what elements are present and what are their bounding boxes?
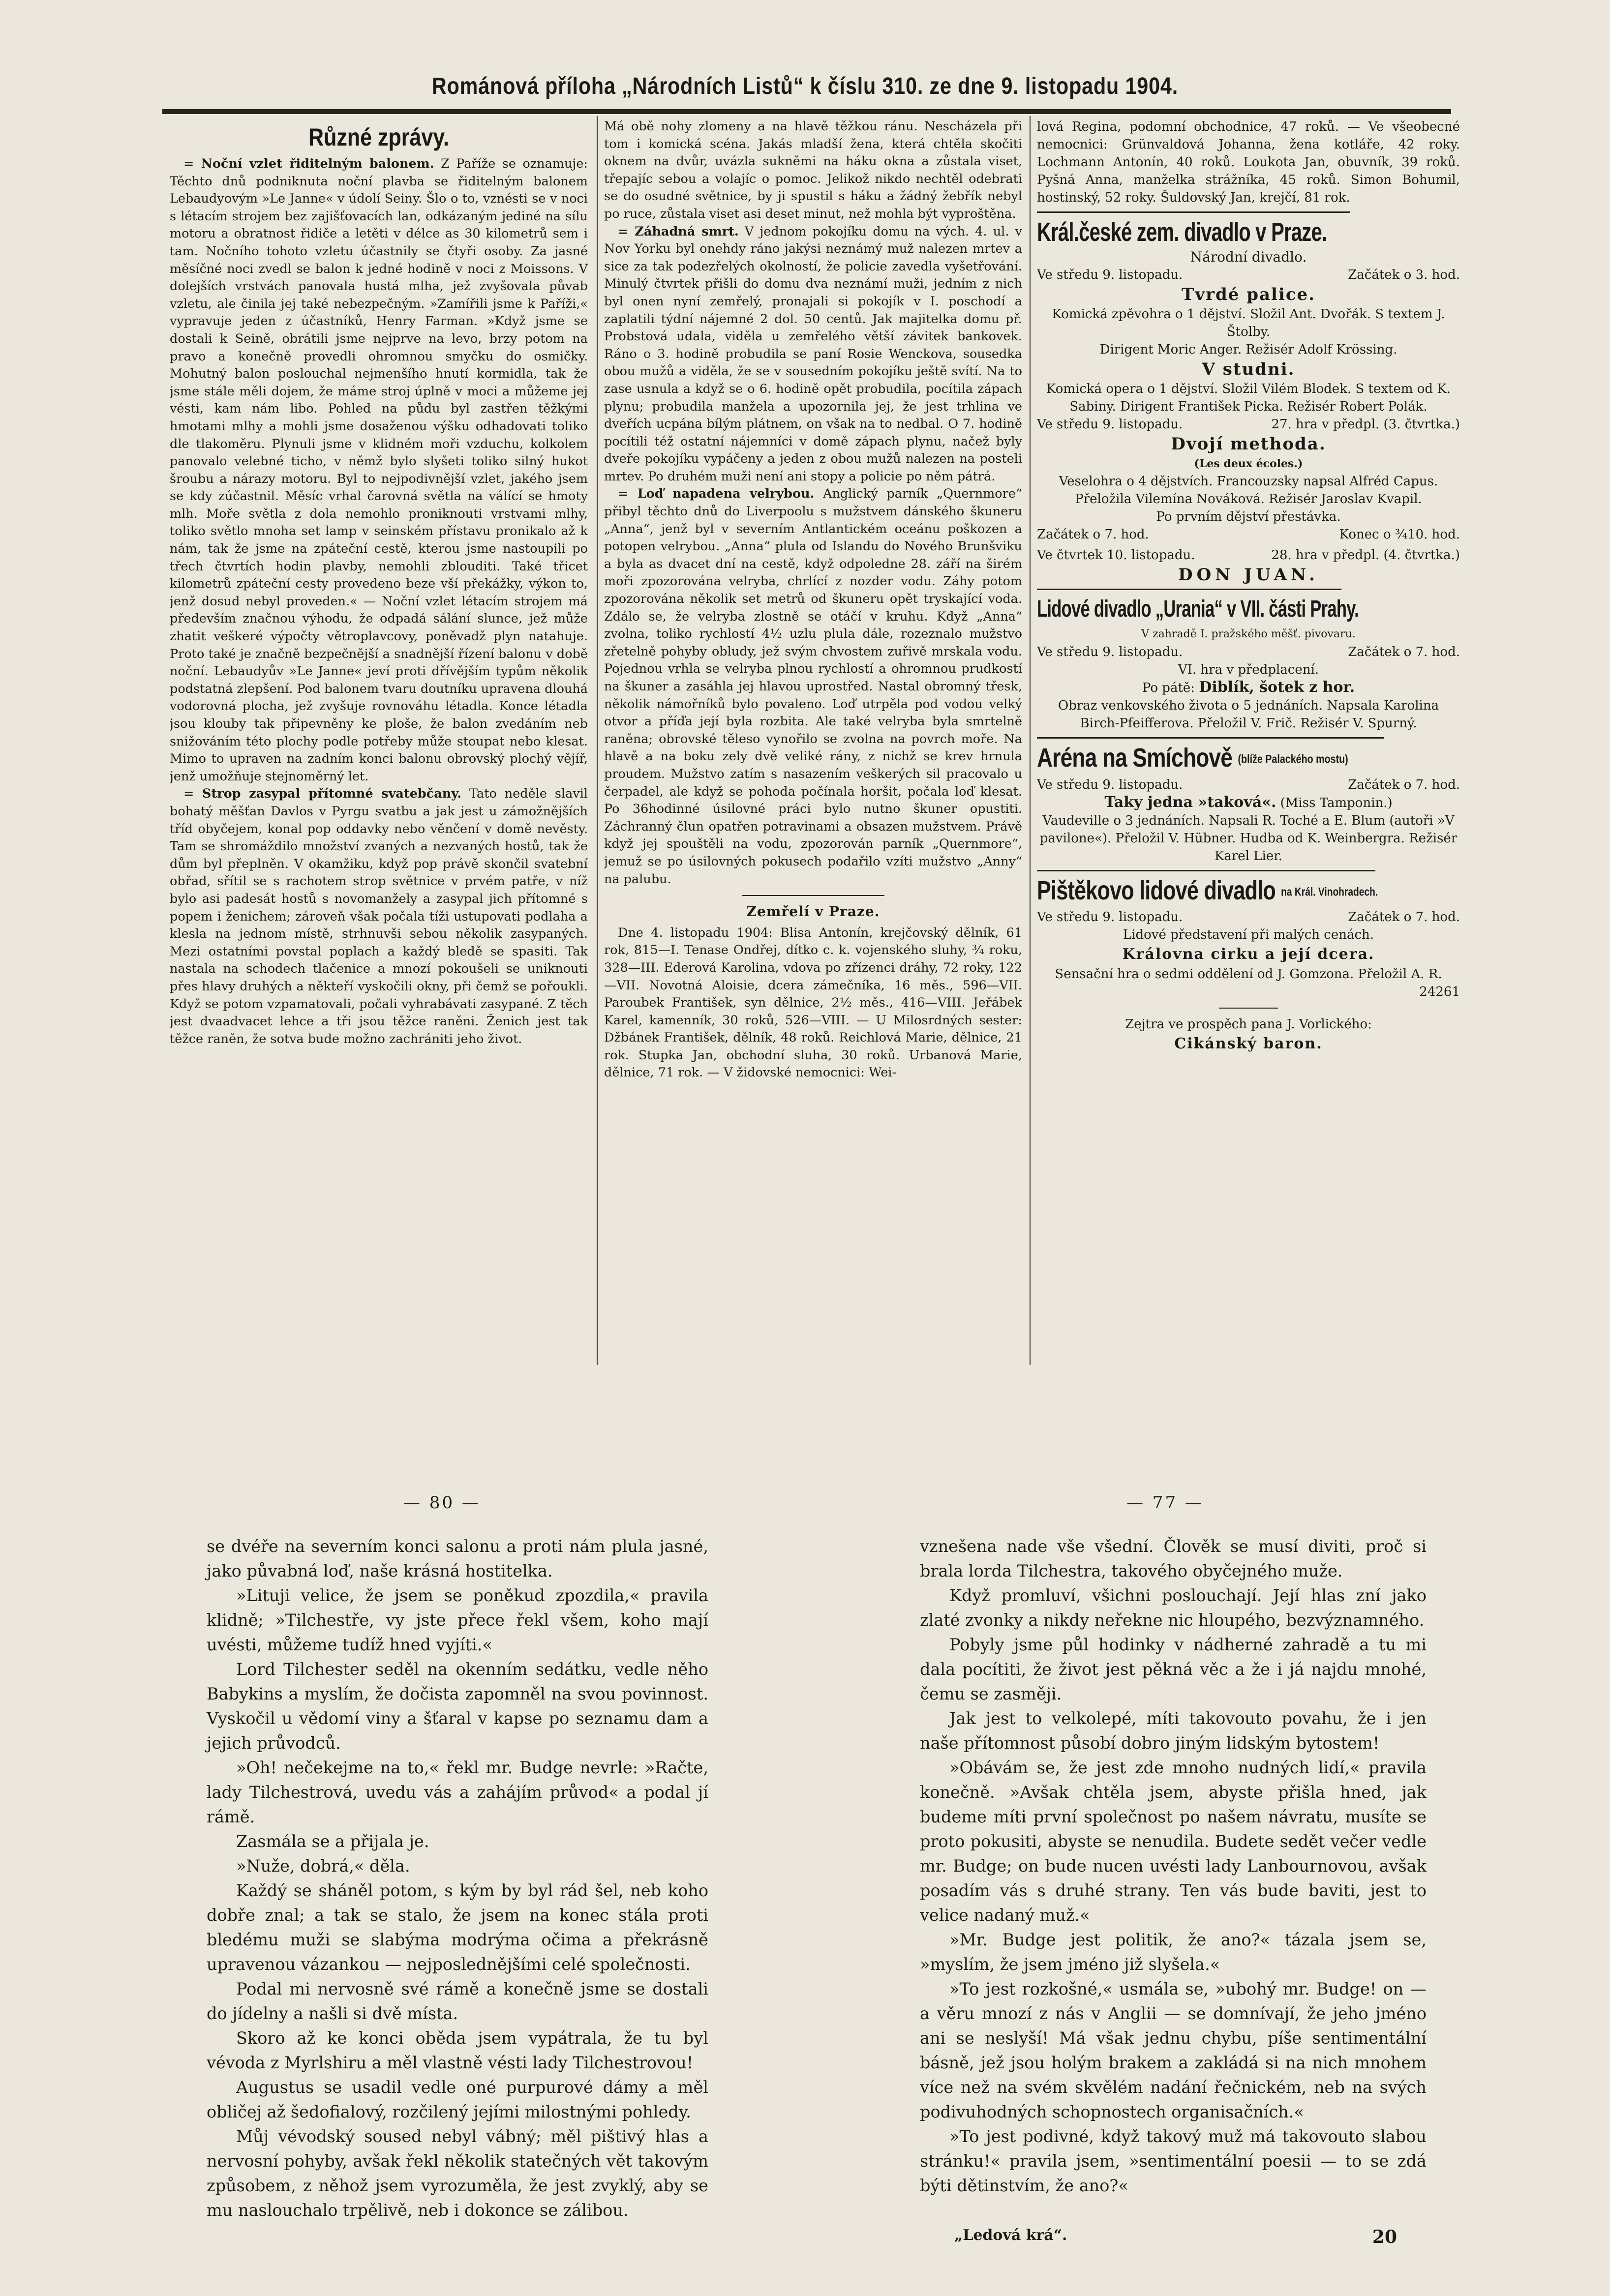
article-text: V jednom pokojíku domu na vých. 4. ul. v Nov Yorku byl onehdy ráno jakýsi neznámý muž nalezen mrtev a sice za tak podezřelých okolností, že policie zavedla vyšetřování. Minulý čtvrtek přišli do domu dva neznámí muži, jedním z nich byl onen nyní zemřelý, pronajali si pokojík v I. poschodí a zaplatili týdní nájemné 2 dol. 50 centů. Jak majitelka domu př. Probstová udala, viděla u zemřelého větší závitek bankovek. Ráno o 3. hodině probudila se paní Rosie Wenckova, sousedka obou mužů a viděla, že se v sousedním pokojíku ještě svítí. Na to zase usnula a když se o 6. hodině opět probudila, pocítila zápach plynu; probudila manžela a upozornila jej, že jest trhlina ve dveřích ucpána bílým plátnem, on však na to nedbal. O 7. hodině pocítili též ostatní nájemníci v domě zápach plynu, načež byly dveře pokojíku vypáčeny a jeden z obou mužů nalezen na posteli mrtev. Po druhém muži není ani stopy a policie po něm pátrá. bbox=[604, 224, 1022, 484]
play-title: Cikánský baron. bbox=[1174, 1035, 1323, 1053]
separator bbox=[742, 895, 884, 896]
schedule-row bbox=[1037, 643, 1460, 661]
novel-paragraph: Podal mi nervosně své rámě a konečně jsme se dostali do jídelny a našli si dvě místa. bbox=[207, 1979, 708, 2023]
date: Ve středu 9. listopadu. bbox=[1037, 910, 1183, 925]
theatre-name: Král.české zem. divadlo v Praze. bbox=[1037, 211, 1350, 248]
tomorrow-note: Zejtra ve prospěch pana J. Vorlického: bbox=[1125, 1017, 1372, 1032]
play-title: V studni. bbox=[1202, 359, 1295, 379]
novel-paragraph: »Obávám se, že jest zde mnoho nudných lidí,« pravila konečně. »Avšak chtěla jsem, abyste přišla hned, jak budeme míti první společnost po našem návratu, musíte se proto pokusiti, abyste se nenudila. Budete sedět večer vedle mr. Budge; on bude nucen uvésti lady Lanbournovou, avšak posadím vás s druhé strany. Ten vás bude baviti, jest to velice nadaný muž.« bbox=[920, 1758, 1427, 1925]
date: Ve středu 9. listopadu. bbox=[1037, 777, 1183, 792]
play-title: Královna cirku a její dcera. bbox=[1122, 946, 1375, 963]
novel-paragraph: »Nuže, dobrá,« děla. bbox=[236, 1856, 410, 1876]
supplement-header: Románová příloha „Národních Listů“ k číslu 310. ze dne 9. listopadu 1904. bbox=[431, 73, 1179, 99]
section-title: Různé zprávy. bbox=[308, 123, 449, 151]
novel-paragraph: Pobyly jsme půl hodinky v nádherné zahradě a tu mi dala pocítiti, že život jest pěkná věc a že i já najdu mnohé, čemu se zasměji. bbox=[920, 1635, 1427, 1703]
performance-note: Lidové představení při malých cenách. bbox=[1123, 927, 1374, 943]
novel-paragraph: »Lituji velice, že jsem se poněkud zpozdila,« pravila klidně; »Tilchestře, vy jste přece řekl všem, koho mají uvésti, můžeme tudíž hned vyjíti.« bbox=[207, 1586, 708, 1654]
play-line bbox=[1037, 794, 1460, 812]
play-title: Dvojí methoda. bbox=[1171, 434, 1326, 454]
article-paragraph bbox=[170, 785, 588, 1048]
article-paragraph bbox=[604, 223, 1022, 486]
novel-paragraph: Každý se sháněl potom, s kým by byl rád šel, neb koho dobře znal; a tak se stalo, že jsem na konec stála proti bledému muži se slabýma modrýma očima a překrásně upravenou vázankou — nejposlednějšími celé společnosti. bbox=[207, 1881, 708, 1974]
subscription: 28. hra v předpl. (4. čtvrtka.) bbox=[1271, 548, 1460, 563]
theatre-name bbox=[1037, 870, 1378, 909]
article-paragraph bbox=[604, 485, 1022, 888]
novel-page-right bbox=[920, 1534, 1427, 2272]
column-divider bbox=[1030, 116, 1031, 1365]
play-desc: Vaudeville o 3 jednáních. Napsali R. Toché a E. Blum (autoři »V pavilone«). Přeložil V. Hübner. Hudba od K. Weinbergra. Režisér Karel Lier. bbox=[1039, 813, 1458, 864]
column-divider bbox=[597, 116, 598, 1365]
theatre-location: V zahradě I. pražského měšť. pivovaru. bbox=[1141, 628, 1356, 640]
novel-paragraph: Zasmála se a přijala je. bbox=[236, 1832, 429, 1851]
play-title: DON JUAN. bbox=[1178, 565, 1319, 585]
theatre-title: Aréna na Smíchově bbox=[1037, 743, 1233, 773]
page-number-right: — 77 — bbox=[1126, 1493, 1204, 1513]
article-lead: = Loď napadena velrybou. bbox=[618, 486, 815, 502]
novel-paragraph: Jak jest to velkolepé, míti takovouto povahu, že i jen naše přítomnost působí dobro jiným lidským bytostem! bbox=[920, 1709, 1427, 1753]
article-text: Anglický parník „Quernmore“ přibyl těchto dnů do Liverpoolu s mužstvem dánského škuneru „Anna“, jenž byl v severním Antlantickém oceánu poškozen a potopen velrybou. „Anna“ plula od Islandu do Nového Brunšviku a byla as dvacet dní na cestě, když odpoledne 28. září na širém moři zpozorována velryba, chrlící z nozder vodu. Záhy potom zpozorována několik set metrů od škuneru opět tryskající voda. Zdálo se, že velryba zlostně se otáčí v kruhu. Když „Anna“ zvolna, toliko rychlostí 4½ uzlu plula dále, rozeznalo mužstvo zřetelně pohyby obludy, jež svým chvostem zuřivě mrskala vodu. Pojednou vrhla se velryba plnou rychlostí a ohromnou prudkostí na škuner a zasáhla jej hlavou uprostřed. Nastal obromný třesk, několik námořníků bylo povaleno. Loď utrpěla pod vodou velký otvor a příďa její byla rozbita. Ale také velryba byla smrtelně raněna; obrovské těleso vynořilo se zvolna na povrch moře. Na hlavě a na boku zely dvě veliké rány, z nichž se krev hrnula proudem. Mužstvo zatím s nasazením veškerých sil pracovalo u čerpadel, ale když se pohoda počínala horšit, počala loď klesat. Po 36hodinné úsilovné práci bylo nutno škuner opustiti. Záchranný člun opatřen potravinami a obsazen mužstvem. Právě když jej spouštěli na vodu, zpozorován parník „Quernmore“, jemuž se po úsilovných pokusech podařilo vzíti mužstvo „Anny“ na palubu. bbox=[604, 486, 1022, 887]
play-desc: Veselohra o 4 dějstvích. Francouzsky napsal Alfréd Capus. Přeložila Vilemína Nováková. Režisér Jaroslav Kvapil. bbox=[1059, 474, 1438, 507]
schedule-row bbox=[1037, 908, 1460, 926]
article-text: Tato neděle slavil bohatý měšťan Davlos v Pyrgu svatbu a jak jest u zámožnějších tříd obyčejem, konal pop oddavky nebo věnčení v domě nevěsty. Tam se shromáždilo množství zvaných a nezvaných hostů, tak že dům byl přeplněn. V okamžiku, když pop právě skončil svatební obřad, sřítil se s rachotem strop světnice v prvém patře, v níž bylo asi padesát hostů s novomanžely a zasypal jich přítomné s popem i ženichem; zároveň však počala tíži ustupovati podlaha a klesla na jednom místě, strhnuvši sebou několik zasypaných. Mezi ostatními povstal poplach a každý bledě se spasiti. Tak nastala na schodech tlačenice a mnozí pokoušeli se uniknouti přes hlavy druhých a někteří vyskočili okny, při čemž se pořoukli. Když se potom vzpamatovali, počali vyhrabávati zasypané. Z těch jest dvaadvacet lehce a tři jsou těžce raněni. Ženich jest tak těžce raněn, že sotva bude možno zachrániti jeho život. bbox=[170, 786, 588, 1046]
novel-paragraph: Lord Tilchester seděl na okenním sedátku, vedle něho Babykins a myslím, že dočista zapomněl na svou povinnost. Vyskočil u vědomí viny a šťaral v kapse po seznamu dam a jejich průvodců. bbox=[207, 1660, 708, 1753]
novel-page-left bbox=[207, 1534, 708, 2272]
start-time: Začátek o 7. hod. bbox=[1037, 527, 1149, 542]
date: Ve středu 9. listopadu. bbox=[1037, 645, 1183, 659]
theatre-title: Pištěkovo lidové divadlo bbox=[1037, 875, 1276, 905]
start-time: Začátek o 7. hod. bbox=[1348, 910, 1460, 925]
deaths-list: Dne 4. listopadu 1904: Blisa Antonín, krejčovský dělník, 61 rok, 815—I. Tenase Ondřej, dítko c. k. vojenského sluhy, ¾ roku, 328—III. Ederová Karolina, vdova po zřízenci dráhy, 72 roky, 122—VII. Novotná Aloisie, dcera zámečníka, 16 měs., 596—VII. Paroubek František, syn dělnice, 2½ měs., 416—VIII. Jeřábek Karel, kamenník, 30 roků, 526—VIII. — U Milosrdných sester: Džbánek František, dělník, 48 roků. Reichlová Marie, dělnice, 21 rok. Stupka Jan, obchodní sluha, 30 roků. Urbanová Marie, dělnice, 71 rok. — V židovské nemocnici: Wei- bbox=[604, 925, 1022, 1080]
schedule-row bbox=[1037, 526, 1460, 543]
page-number-left: — 80 — bbox=[403, 1493, 481, 1513]
separator bbox=[1219, 1008, 1278, 1009]
play-desc: Komická zpěvohra o 1 dějství. Složil Ant. Dvořák. S textem J. Štolby. bbox=[1052, 307, 1445, 339]
article-lead: = Strop zasypal přítomné svatebčany. bbox=[183, 786, 462, 802]
play-desc: Obraz venkovského života o 5 jednáních. Napsala Karolina Birch-Pfeifferova. Přeložil V. Frič. Režisér V. Spurný. bbox=[1058, 698, 1439, 731]
date: Ve středu 9. listopadu. bbox=[1037, 417, 1183, 432]
column-3 bbox=[1037, 118, 1460, 1367]
play-line bbox=[1037, 679, 1460, 697]
play-desc: Komická opera o 1 dějství. Složil Vilém Blodek. S textem od K. Sabiny. Dirigent František Picka. Režisér Robert Polák. bbox=[1046, 382, 1451, 414]
play-desc: Sensační hra o sedmi oddělení od J. Gomzona. Přeložil A. R. bbox=[1055, 967, 1442, 982]
end-time: Konec o ³⁄₄10. hod. bbox=[1339, 527, 1460, 542]
article-text: Z Paříže se oznamuje: Těchto dnů podniknuta noční plavba se řiditelným balonem Lebaudyovým »Le Janne« v údolí Seiny. Šlo o to, vznésti se v noci s létacím strojem bez zajišťovacích lan, odkázaným jediné na sílu motoru a obratnost řidiče a letěti v délce as 30 kilometrů sem i tam. Nočního tohoto vzletu účastnily se čtyři osoby. Za jasné měsíčné noci zvedl se balon k jedné hodině v noci z Moissons. V dolejších vrstvách panovala hustá mlha, jež zvyšovala půvab vzletu, ale činila jej také nebezpečným. »Zamířili jsme k Paříži,« vypravuje jeden z účastníků, Henry Farman. »Když jsme se dostali k Seině, obrátili jsme nejprve na levo, brzy potom na pravo a konečně provedli ohromnou smyčku do osmičky. Mohutný balon poslouchal nejmenšího hnutí kormidla, tak že jsme stále měli dojem, že máme stroj úplně v moci a můžeme jej vésti, kam nám libo. Pohled na půdu byl zastřen těžkými hmotami mlhy a mohli jsme dosaženou výšku odhadovati toliko dle tlakoměru. Plynuli jsme v klidném moři vzduchu, kolkolem panovalo velebné ticho, v němž bylo slyšeti toliko silný hukot šroubu a nárazy motoru. Byl to nejpodivnější vzlet, jakého jsem se kdy zúčastnil. Měsíc vrhal čarovná světla na válící se hmoty mlh. Moře světla z dola nemohlo proniknouti vrstvami mlhy, toliko světlo mnoha set lamp v seinském přístavu pronikalo až k nám, tak že jsme na zpáteční cestě, kterou jsme nastoupili po třech čtvrtích hodin plavby, nemohli zblouditi. Také třicet kilometrů zpáteční cesty provedeno beze vší překážky, výkon to, jenž dosud nebyl proveden.« — Noční vzlet létacím strojem má především značnou výhodu, že odpadá sálání slunce, jež může zhatit veškeré výpočty větroplavcovy, poněvadž plyn natahuje. Proto také je značně bezpečnější a snadnější řízení balonu v době noční. Lebaudyův »Le Janne« jeví proti dřívějším typům několik podstatná zlepšení. Pod balonem tvaru doutníku upravena dlouhá vodorovná plocha, jež zvyšuje rovnováhu létadla. Konce létadla jsou klouby tak připevněny ke ploše, že balon zvedáním neb snižováním této plochy podle potřeby může stoupat nebo klesat. Mimo to upraven na zadním konci balonu obrovský plochý vějíř, jenž umožňuje stejnoměrný let. bbox=[170, 156, 588, 784]
theatre-location: (blíže Palackého mostu) bbox=[1238, 752, 1348, 766]
play-note: (Miss Tamponin.) bbox=[1280, 795, 1393, 810]
novel-paragraph: Můj vévodský soused nebyl vábný; měl pištivý hlas a nervosní pohyby, avšak řekl několik statečných vět takovým způsobem, z něhož jsem vyrozuměla, že jest zvyklý, aby se mu naslouchalo trpělivě, neb i dokonce se zálibou. bbox=[207, 2127, 708, 2220]
article-lead: = Noční vzlet řiditelným balonem. bbox=[183, 156, 434, 171]
article-paragraph bbox=[170, 155, 588, 785]
subscription: VI. hra v předplacení. bbox=[1178, 662, 1319, 677]
theatre-name bbox=[1037, 737, 1384, 776]
theatre-location: na Král. Vinohradech. bbox=[1281, 885, 1378, 899]
novel-paragraph: »Mr. Budge jest politik, že ano?« tázala jsem se, »myslím, že jsem jméno již slyšela.« bbox=[920, 1930, 1427, 1974]
ad-number: 24261 bbox=[1419, 984, 1460, 1000]
article-lead: = Záhadná smrt. bbox=[618, 224, 739, 239]
play-original-title: (Les deux écoles.) bbox=[1194, 457, 1303, 470]
schedule-row bbox=[1037, 266, 1460, 284]
deaths-heading: Zemřelí v Praze. bbox=[746, 903, 880, 920]
play-title: Tvrdé palice. bbox=[1181, 285, 1316, 304]
intermission-note: Po prvním dějství přestávka. bbox=[1156, 509, 1341, 524]
start-time: Začátek o 7. hod. bbox=[1348, 645, 1460, 659]
novel-paragraph: se dvéře na severním konci salonu a proti nám plula jasné, jako půvabná loď, naše krásná hostitelka. bbox=[207, 1537, 708, 1580]
page-footer bbox=[954, 2227, 1397, 2247]
header-rule bbox=[162, 109, 1451, 114]
footer-number: 20 bbox=[1372, 2227, 1397, 2247]
date: Ve čtvrtek 10. listopadu. bbox=[1037, 548, 1195, 563]
column-1 bbox=[170, 118, 588, 1367]
theatre-subname: Národní divadlo. bbox=[1190, 249, 1307, 265]
novel-paragraph: »Oh! nečekejme na to,« řekl mr. Budge nevrle: »Račte, lady Tilchestrová, uvedu vás a zahájím průvod« a podal jí rámě. bbox=[207, 1758, 708, 1826]
schedule-row bbox=[1037, 776, 1460, 794]
subscription: 27. hra v předpl. (3. čtvrtka.) bbox=[1271, 417, 1460, 432]
novel-paragraph: Skoro až ke konci oběda jsem vypátrala, že tu byl vévoda z Myrlshiru a měl vlastně vésti lady Tilchestrovou! bbox=[207, 2028, 708, 2072]
novel-paragraph: Augustus se usadil vedle oné purpurové dámy a měl obličej až šedofialový, rozčilený jejími milostnými pohledy. bbox=[207, 2078, 708, 2121]
schedule-row bbox=[1037, 416, 1460, 433]
play-title: Taky jedna »taková«. bbox=[1104, 793, 1276, 811]
schedule-row bbox=[1037, 546, 1460, 564]
date: Ve středu 9. listopadu. bbox=[1037, 268, 1183, 282]
novel-paragraph: »To jest podivné, když takový muž má takovouto slabou stránku!« pravila jsem, »sentimentální poesii — to se zdá býti dětinstvím, že ano?« bbox=[920, 2127, 1427, 2195]
article-continuation: Má obě nohy zlomeny a na hlavě těžkou ránu. Nescházela při tom i komická scéna. Jakás mladší žena, která chtěla skočiti oknem na dvůr, uvázla sukněmi na háku okna a zůstala viset, třepajíc sebou a volajíc o pomoc. Jelikož nikdo nechtěl odebrati se do osudné světnice, by ji spustil s háku a žádný žebřík nebyl po ruce, zůstala viset asi deset minut, než mohla být vyproštěna. bbox=[604, 119, 1022, 221]
weekday: Po pátě: bbox=[1142, 681, 1195, 695]
column-2 bbox=[604, 118, 1022, 1367]
novel-paragraph: Když promluví, všichni poslouchají. Její hlas zní jako zlaté zvonky a nikdy neřekne nic hloupého, bezvýznamného. bbox=[920, 1586, 1427, 1630]
start-time: Začátek o 7. hod. bbox=[1348, 777, 1460, 792]
play-title: Diblík, šotek z hor. bbox=[1199, 679, 1355, 696]
play-credits: Dirigent Moric Anger. Režisér Adolf Krössing. bbox=[1099, 342, 1397, 357]
start-time: Začátek o 3. hod. bbox=[1348, 268, 1460, 282]
novel-paragraph: »To jest rozkošné,« usmála se, »ubohý mr. Budge! on — a věru mnozí z nás v Anglii — se domnívají, že jeho jméno ani se neslyší! Má však jednu chybu, píše sentimentální básně, jež jsou holým brakem a zakládá si na nich mnohem více než na svém skvělém nadání řečnickém, neb na svých podivuhodných schopnostech organisačních.« bbox=[920, 1979, 1427, 2121]
deaths-continuation: lová Regina, podomní obchodnice, 47 roků. — Ve všeobecné nemocnici: Grünvaldová Johanna, žena kotláře, 42 roky. Lochmann Antonín, 40 roků. Loukota Jan, obuvník, 39 roků. Pyšná Anna, manželka strážníka, 45 roků. Simon Bohumil, hostinský, 52 roky. Šuldovský Jan, krejčí, 81 rok. bbox=[1037, 119, 1460, 205]
footer-title: „Ledová krá“. bbox=[954, 2227, 1067, 2244]
theatre-name: Lidové divadlo „Urania“ v VII. části Prahy. bbox=[1037, 589, 1341, 626]
novel-paragraph: vznešena nade vše všední. Člověk se musí diviti, proč si brala lorda Tilchestra, takového obyčejného muže. bbox=[920, 1537, 1427, 1580]
